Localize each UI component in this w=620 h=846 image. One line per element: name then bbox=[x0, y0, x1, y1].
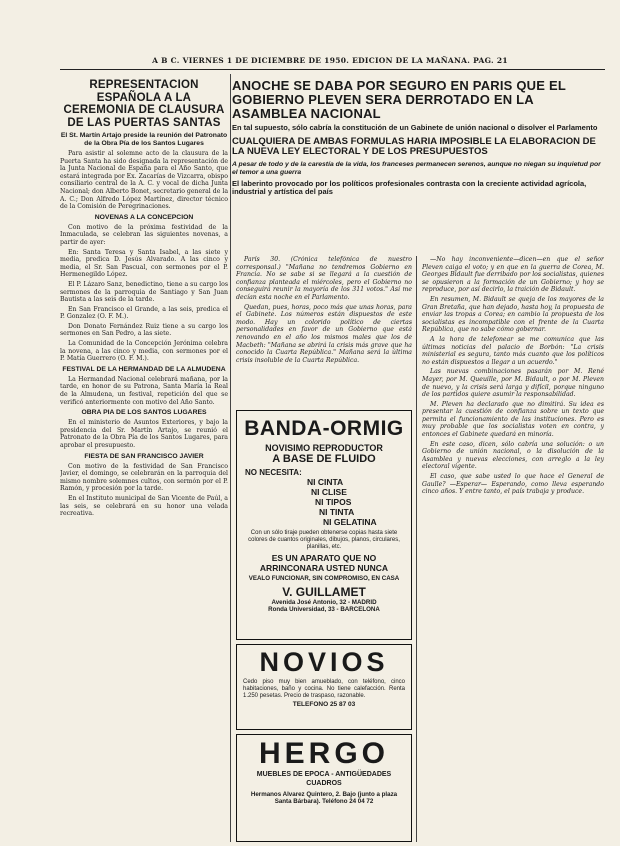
right-paragraph: En resumen, M. Bidault se queja de los mayores de la Gran Bretaña, que han dejado, hasta hoy, la propuesta de enviar las tropas a Corea; en cambio la propuesta de los socialistas es incompatible con el frente de la Cuarta República, que no sabe cómo gobernar. bbox=[422, 295, 604, 334]
ad-subtitle: A BASE DE FLUIDO bbox=[272, 453, 376, 465]
right-paragraph: A la hora de telefonear se me comunica que las últimas noticias del palacio de Borbón: "La crisis ministerial es segura, tanto más cuanto que los políticos no están dispuestos a llegar a un acuerdo." bbox=[422, 335, 604, 366]
ad-subtitle: NOVISIMO REPRODUCTOR bbox=[265, 443, 383, 453]
ad-description: Con un sólo tiraje pueden obtenerse copias hasta siete colores de cuantos originales, dibujos, planos, circulares, planillas, etc. bbox=[248, 530, 400, 550]
right-paragraph: El caso, que sabe usted lo que hace el General de Gaulle? —Esperar— Esperando, como lleva esperando cinco años. Y entre tanto, el país trabaja y produce. bbox=[422, 473, 604, 496]
right-column-text bbox=[422, 256, 604, 841]
left-column bbox=[60, 76, 228, 841]
main-headline: ANOCHE SE DABA POR SEGURO EN PARIS QUE EL GOBIERNO PLEVEN SERA DERROTADO EN LA ASAMBLEA NACIONAL bbox=[232, 78, 566, 121]
ad-description: Cedo piso muy bien amueblado, con teléfono, cinco habitaciones, baño y cocina. No tiene calefacción. Renta 1.250 pesetas. Precio de traspaso, razonable. bbox=[243, 679, 405, 699]
ad-address: Ronda Universidad, 33 - BARCELONA bbox=[268, 606, 380, 613]
middle-column-text bbox=[236, 256, 412, 396]
left-paragraph: La Comunidad de la Concepción Jerónima celebra la novena, a las cinco y media, con sermones por el P. Matía Guerrero (O. F. M.). bbox=[60, 340, 228, 363]
ad-subtitle: MUEBLES DE EPOCA - ANTIGÜEDADES CUADROS bbox=[256, 771, 392, 787]
ad-slogan: ES UN APARATO QUE NO ARRINCONARA USTED NUNCA bbox=[259, 553, 389, 573]
left-paragraph: En: Santa Teresa y Santa Isabel, a las siete y media, predica D. Jesús Alvarado. A las cinco y media, el Sr. San Pascual, con sermones por el P. Hermenegildo López. bbox=[60, 248, 228, 279]
ad-title: HERGO bbox=[258, 737, 389, 770]
column-divider bbox=[230, 74, 231, 842]
ad-demo: VEALO FUNCIONAR, SIN COMPROMISO, EN CASA bbox=[248, 575, 400, 582]
left-subheadline: El St. Martín Artajo preside la reunión del Patronato de la Obra Pía de los Santos Lugares bbox=[60, 132, 228, 147]
ad-item: NI CLISE bbox=[311, 487, 347, 497]
ad-need-label: NO NECESITA: bbox=[245, 468, 302, 477]
column-divider bbox=[416, 256, 417, 842]
ad-phone: TELEFONO 25 87 03 bbox=[292, 701, 356, 708]
right-paragraph: M. Pleven ha declarado que no dimitirá. Su idea es presentar la cuestión de confianza sobre un texto que permita el funcionamiento de las instituciones. Pero es muy probable que los socialistas voten en contra, y entonces el Gabinete quedará en minoría. bbox=[422, 400, 604, 439]
ad-title: NOVIOS bbox=[259, 647, 389, 677]
main-subheadline: En tal supuesto, sólo cabría la constitución de un Gabinete de unión nacional o disolver el Parlamento bbox=[232, 123, 598, 132]
main-story-header bbox=[232, 76, 604, 254]
middle-paragraph: Quedan, pues, horas, poco más que unas horas, para el Gabinete. Los números están dispuestos de este modo. Hay un colorido político de ciertas personalidades en favor de un Gobierno que está renovando en el año los mismos males que los de Macbeth: "Mañana se abrirá la crisis más grave que ha conocido la Cuarta República." Mañana será la última crisis insoluble de la Cuarta República. bbox=[236, 303, 412, 364]
left-paragraph: Con motivo de la festividad de San Francisco Javier, el domingo, se celebrarán en la parroquia del mismo nombre solemnes cultos, con sermón por el P. Ramón, y procesión por la tarde. bbox=[60, 462, 228, 493]
left-paragraph: En el ministerio de Asuntos Exteriores, y bajo la presidencia del Sr. Martín Artajo, se reunió el Patronato de la Obra Pía de los Santos Lugares, para aprobar el presupuesto. bbox=[60, 419, 228, 449]
ad-item: NI TIPOS bbox=[315, 497, 352, 507]
left-paragraph: La Hermandad Nacional celebrará mañana, por la tarde, en honor de su Patrona, Santa María la Real de la Almudena, un festival, repetición del que se verificó anteriormente con motivo del Año Santo. bbox=[60, 375, 228, 406]
section-heading-san-francisco: FIESTA DE SAN FRANCISCO JAVIER bbox=[84, 452, 204, 460]
section-heading-almudena: FESTIVAL DE LA HERMANDAD DE LA ALMUDENA bbox=[62, 365, 226, 373]
ad-address: Avenida José Antonio, 32 - MADRID bbox=[271, 599, 377, 606]
ad-item: NI GELATINA bbox=[323, 517, 377, 527]
left-paragraph: Don Donato Fernández Ruiz tiene a su cargo los sermones en San Pedro, a las siete. bbox=[60, 322, 228, 338]
left-paragraph: El P. Lázaro Sanz, benedictino, tiene a su cargo los sermones de la parroquia de Santiago y San Juan Bautista a las seis de la tarde. bbox=[60, 280, 228, 304]
left-headline: REPRESENTACION ESPAÑOLA A LA CEREMONIA DE CLAUSURA DE LAS PUERTAS SANTAS bbox=[63, 79, 225, 129]
right-paragraph: En este caso, dicen, sólo cabría una solución: o un Gobierno de unión nacional, o la disolución de la Asamblea y nuevas elecciones, con arreglo a la ley electoral vigente. bbox=[422, 440, 604, 471]
right-paragraph: Las nuevas combinaciones pasarán por M. René Mayer, por M. Queuille, por M. Bidault, o por M. Pleven de nuevo, y la crisis será larga y difícil, porque ninguno de los partidos quiere asumir la responsabilidad. bbox=[422, 368, 604, 399]
third-headline: El laberinto provocado por los políticos profesionales contrasta con la creciente actividad agrícola, industrial y artística del país bbox=[232, 178, 587, 196]
ad-item: NI TINTA bbox=[319, 507, 355, 517]
section-heading-novenas: NOVENAS A LA CONCEPCION bbox=[94, 213, 194, 221]
novios-ad bbox=[236, 644, 412, 730]
section-heading-obra-pia: OBRA PIA DE LOS SANTOS LUGARES bbox=[81, 409, 207, 417]
ad-address: Hermanos Alvarez Quintero, 2. Bajo (junto a plaza Santa Bárbara). Teléfono 24 04 72 bbox=[250, 791, 398, 806]
second-headline: CUALQUIERA DE AMBAS FORMULAS HARIA IMPOSIBLE LA ELABORACION DE LA NUEVA LEY ELECTORAL Y DE LOS PRESUPUESTOS bbox=[232, 135, 596, 157]
ad-title: BANDA-ORMIG bbox=[244, 417, 404, 440]
page-header: A B C. VIERNES 1 DE DICIEMBRE DE 1950. EDICION DE LA MAÑANA. PAG. 21 bbox=[152, 56, 508, 65]
left-paragraph: En San Francisco el Grande, a las seis, predica el P. Gonzalez (O. F. M.). bbox=[60, 305, 228, 321]
second-subheadline: A pesar de todo y de la carestía de la vida, los franceses permanecen serenos, aunque no niegan su inquietud por el temor a una guerra bbox=[232, 160, 601, 176]
left-paragraph: Para asistir al solemne acto de la clausura de la Puerta Santa ha sido designada la representación de la Junta Nacional de España para el Año Santo, que estará integrada por Ex. Zacarías de Vizcarra, obispo consiliario central de la A. C. y vocal de dicha Junta Nacional; don Alberto Bonet, secretario general de la A. C.; Don Alfredo López Martínez, director técnico de la Comisión de Peregrinaciones. bbox=[60, 150, 228, 211]
left-paragraph: Con motivo de la próxima festividad de la Inmaculada, se celebran las siguientes novenas, a partir de ayer: bbox=[60, 223, 228, 246]
left-paragraph: En el Instituto municipal de San Vicente de Paúl, a las seis, se celebrará en su honor una velada recreativa. bbox=[60, 494, 228, 518]
middle-paragraph: París 30. (Crónica telefónica de nuestro corresponsal.) "Mañana no tendremos Gobierno en Francia. No se sabe si se llegará a la cuestión de confianza planteada el miércoles, pero el Gobierno no conseguirá reunir la mayoría de los 311 votos." Así me decían esta noche en el Parlamento. bbox=[236, 256, 412, 301]
right-paragraph: —No hay inconveniente—dicen—en que el señor Pleven caiga el voto; y en que en la guerra de Corea, M. Georges Bidault fue derribado por los socialistas, quienes se opusieron a la formación de un Gobierno; y hoy se reproduce, por así decirlo, la traición de Bidault. bbox=[422, 256, 604, 294]
ad-firm: V. GUILLAMET bbox=[282, 585, 366, 599]
hergo-ad bbox=[236, 734, 412, 842]
ad-item: NI CINTA bbox=[307, 477, 344, 487]
header-rule bbox=[60, 69, 605, 70]
banda-ormig-ad bbox=[236, 410, 412, 640]
